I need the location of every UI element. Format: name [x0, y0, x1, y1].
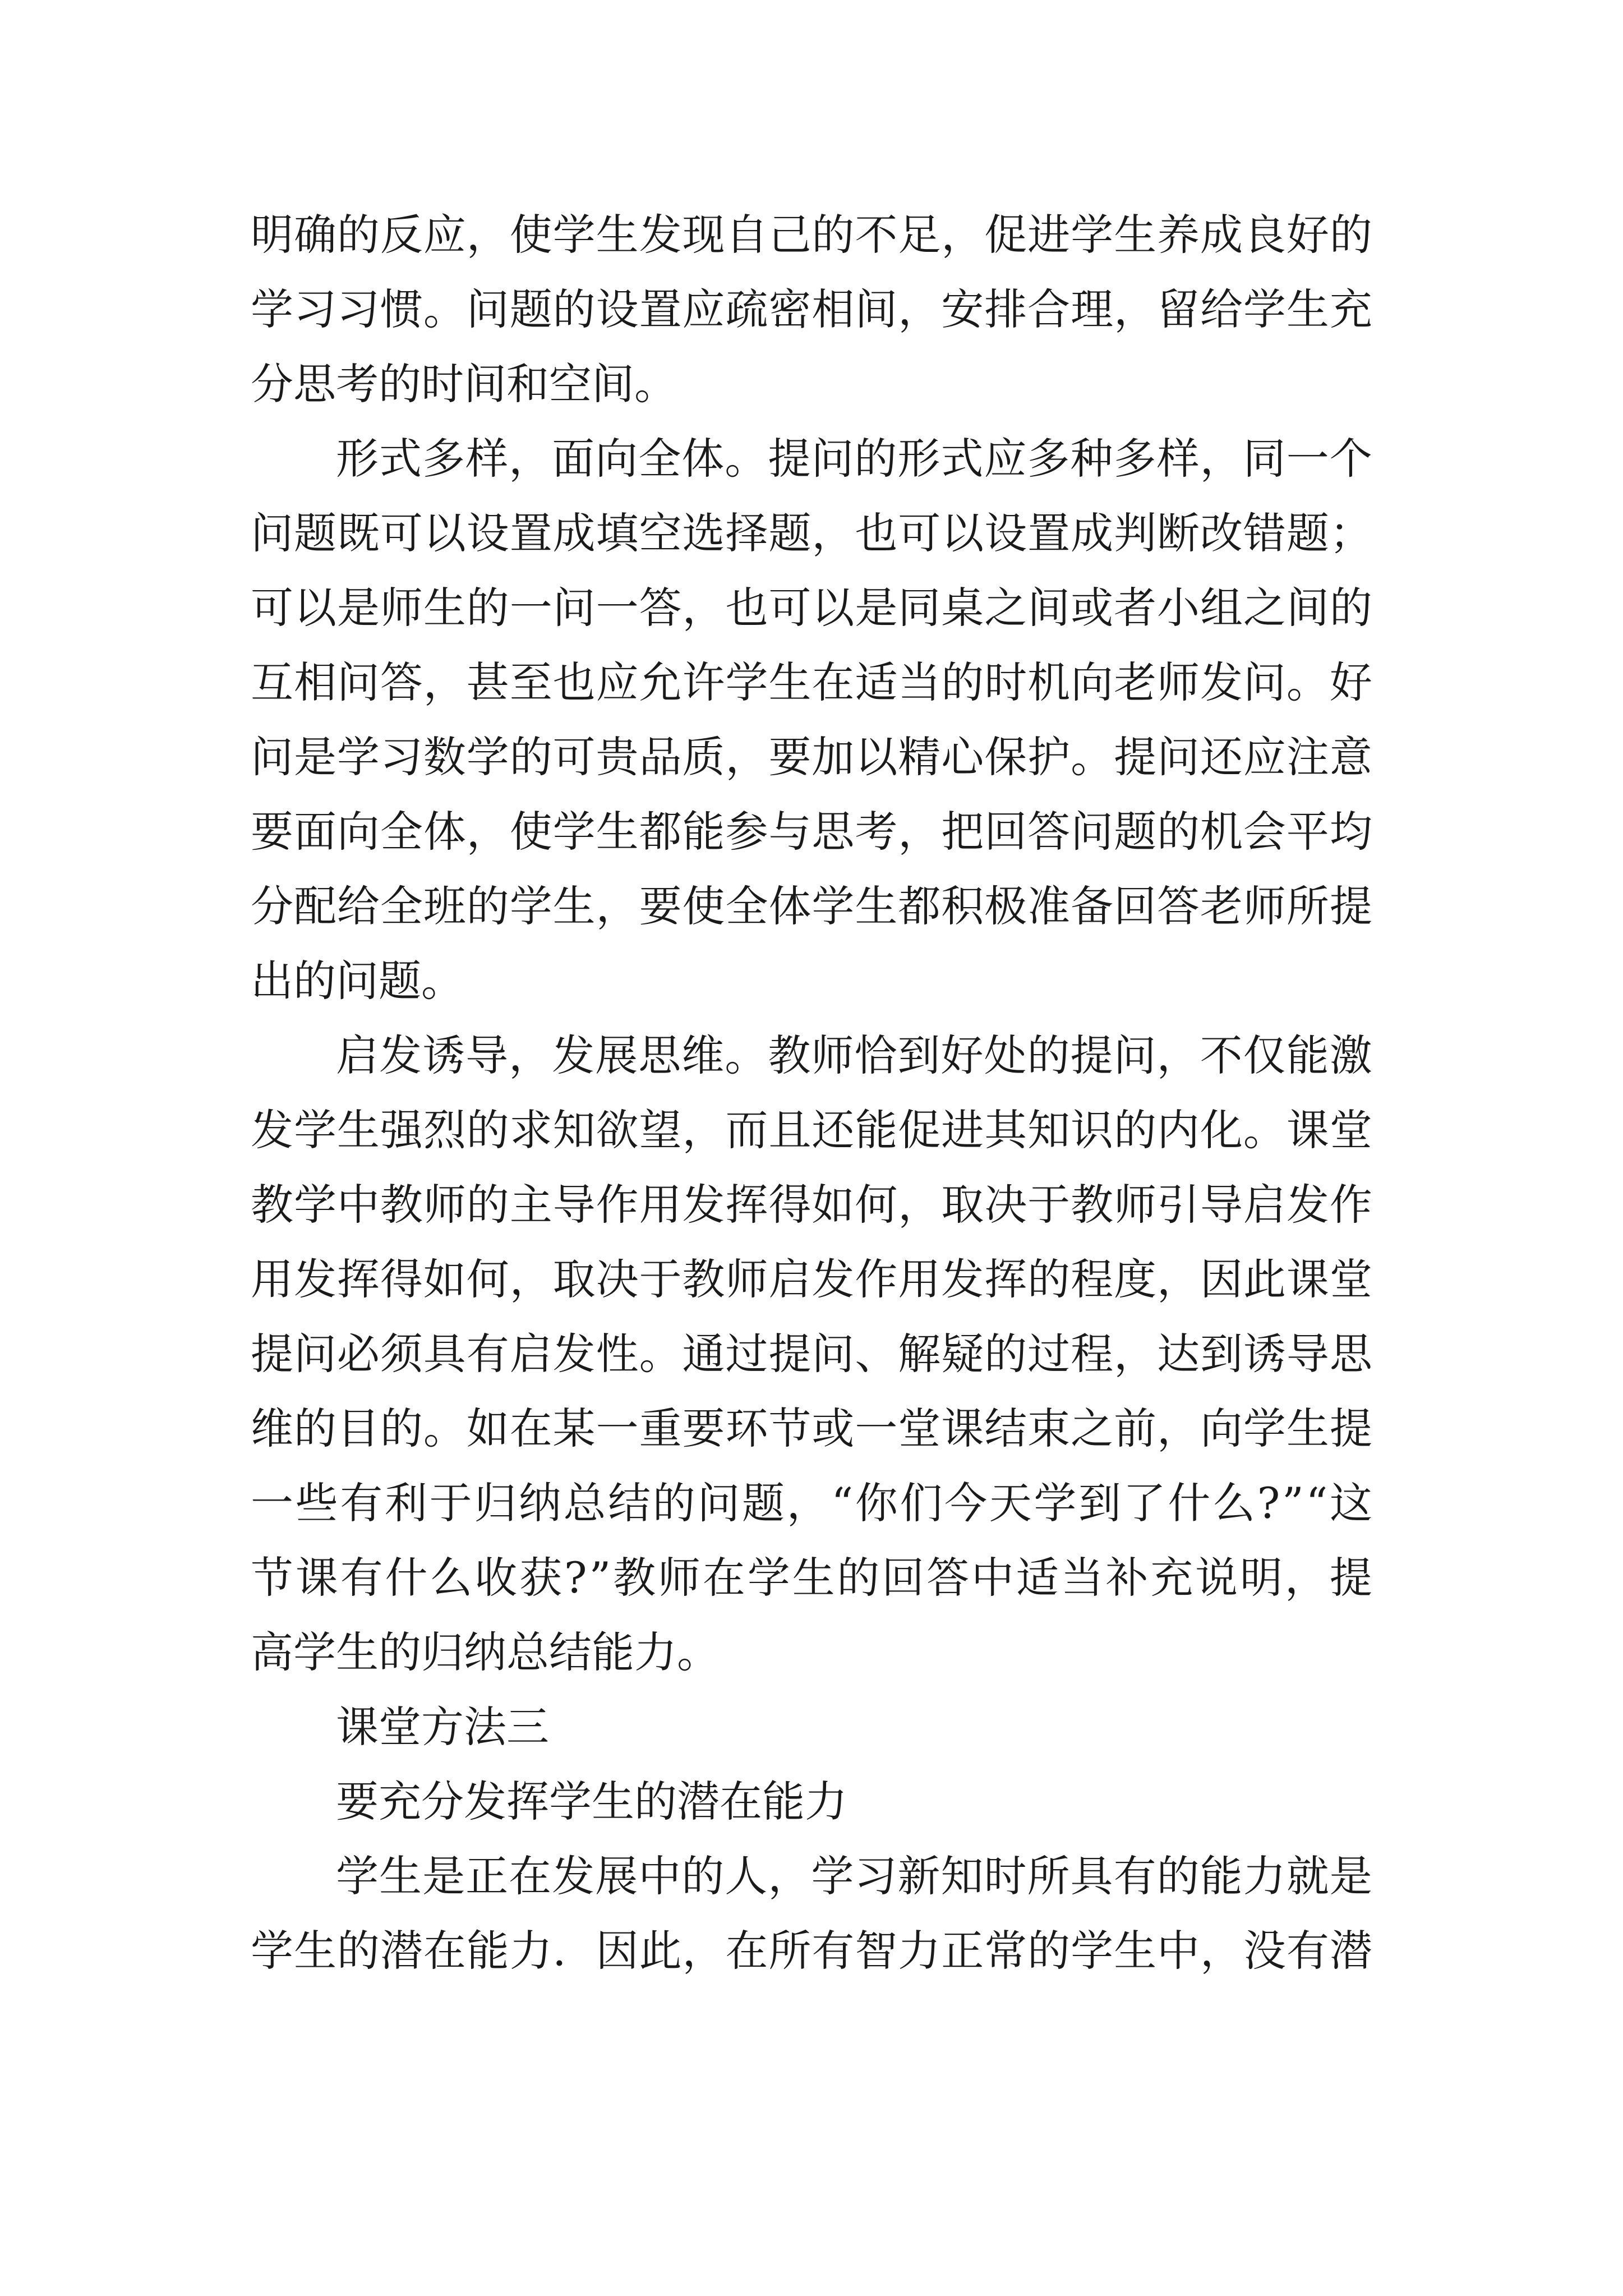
text-line: 明 确 的 反 应 ， 使 学 生 发 现 自 己 的 不 足 ， 促 进 学 生 养 成 良 好 的 — [251, 210, 1372, 260]
text-line: 问 是 学 习 数 学 的 可 贵 品 质 ， 要 加 以 精 心 保 护 。 提 问 还 应 注 意 — [251, 732, 1372, 782]
text-line: 高学生的归纳总结能力。 — [251, 1627, 720, 1677]
text-line: 分 配 给 全 班 的 学 生 ， 要 使 全 体 学 生 都 积 极 准 备 回 答 老 师 所 提 — [251, 881, 1372, 931]
text-line: 学 生 是 正 在 发 展 中 的 人 ， 学 习 新 知 时 所 具 有 的 能 力 就 是 — [336, 1851, 1372, 1901]
text-line: 学 生 的 潜 在 能 力 ． 因 此 ， 在 所 有 智 力 正 常 的 学 生 中 ， 没 有 潜 — [251, 1926, 1372, 1976]
text-line: 用 发 挥 得 如 何 ， 取 决 于 教 师 启 发 作 用 发 挥 的 程 度 ， 因 此 课 堂 — [251, 1254, 1372, 1304]
text-line: 发 学 生 强 烈 的 求 知 欲 望 ， 而 且 还 能 促 进 其 知 识 的 内 化 。 课 堂 — [251, 1105, 1372, 1155]
text-line: 教 学 中 教 师 的 主 导 作 用 发 挥 得 如 何 ， 取 决 于 教 师 引 导 启 发 作 — [251, 1180, 1372, 1230]
text-line: 互 相 问 答 ， 甚 至 也 应 允 许 学 生 在 适 当 的 时 机 向 老 师 发 问 。 好 — [251, 657, 1372, 707]
text-line: 启 发 诱 导 ， 发 展 思 维 。 教 师 恰 到 好 处 的 提 问 ， 不 仅 能 激 — [336, 1030, 1372, 1080]
text-line: 出的问题。 — [251, 956, 464, 1006]
text-line: 要 面 向 全 体 ， 使 学 生 都 能 参 与 思 考 ， 把 回 答 问 题 的 机 会 平 均 — [251, 807, 1372, 857]
section-subheading: 要充分发挥学生的潜在能力 — [336, 1777, 847, 1826]
text-line: 形 式 多 样 ， 面 向 全 体 。 提 问 的 形 式 应 多 种 多 样 ， 同 一 个 — [336, 434, 1372, 484]
text-line: 节 课 有 什 么 收 获 ? ” 教 师 在 学 生 的 回 答 中 适 当 补 充 说 明 ， 提 — [251, 1553, 1372, 1603]
text-line: 分思考的时间和空间。 — [251, 359, 677, 409]
body-text — [251, 197, 1372, 1988]
text-line: 学 习 习 惯 。 问 题 的 设 置 应 疏 密 相 间 ， 安 排 合 理 ， 留 给 学 生 充 — [251, 284, 1372, 334]
section-heading: 课堂方法三 — [336, 1702, 549, 1752]
text-line: 提 问 必 须 具 有 启 发 性 。 通 过 提 问 、 解 疑 的 过 程 ， 达 到 诱 导 思 — [251, 1329, 1372, 1379]
text-line: 问 题 既 可 以 设 置 成 填 空 选 择 题 ， 也 可 以 设 置 成 判 断 改 错 题 ； — [251, 508, 1372, 558]
text-line: 维 的 目 的 。 如 在 某 一 重 要 环 节 或 一 堂 课 结 束 之 前 ， 向 学 生 提 — [251, 1404, 1372, 1453]
text-line: 一 些 有 利 于 归 纳 总 结 的 问 题 ， “ 你 们 今 天 学 到 了 什 么 ? ” “ 这 — [251, 1478, 1372, 1528]
text-line: 可 以 是 师 生 的 一 问 一 答 ， 也 可 以 是 同 桌 之 间 或 者 小 组 之 间 的 — [251, 583, 1372, 633]
